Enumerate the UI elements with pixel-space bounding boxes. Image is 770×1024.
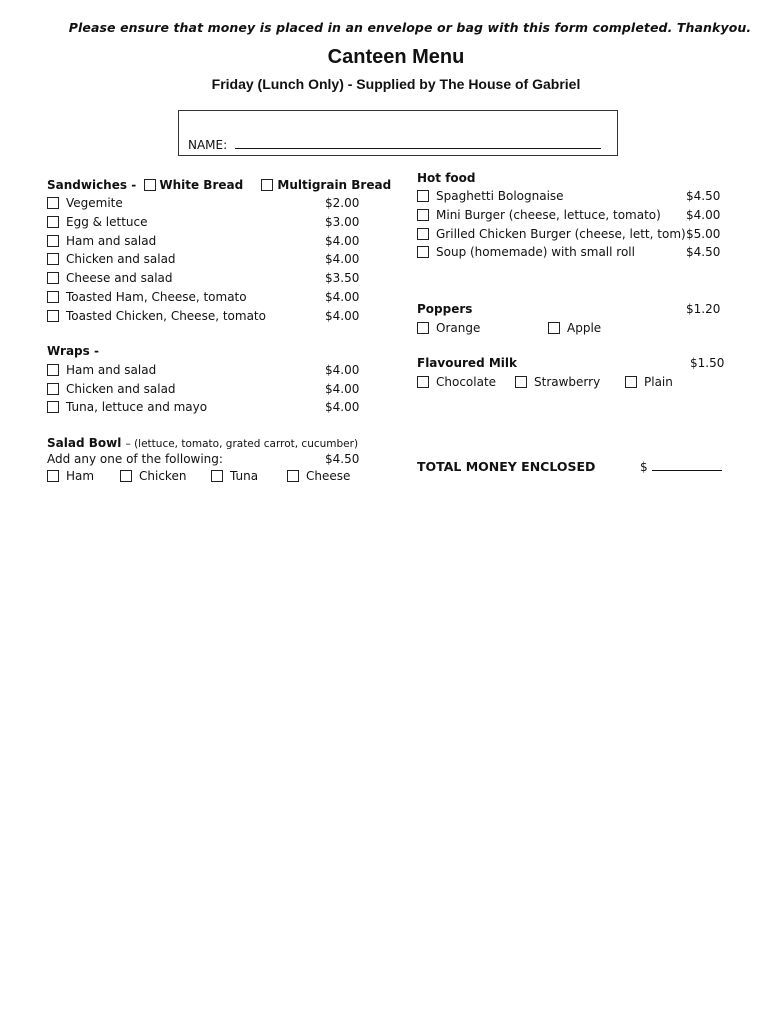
hot-food-price: $4.00 [686,208,721,222]
poppers-option-label: Orange [436,321,481,335]
name-field[interactable] [235,136,601,149]
wrap-label: Chicken and salad [66,382,176,396]
salad-option [120,468,186,484]
total-currency: $ [640,460,648,474]
multigrain-bread-label: Multigrain Bread [277,178,392,192]
sandwich-price: $4.00 [325,234,360,248]
wrap-price: $4.00 [325,382,360,396]
wrap-checkbox[interactable] [47,401,59,413]
sandwich-label: Egg & lettuce [66,215,148,229]
multigrain-bread-checkbox[interactable] [261,179,273,191]
salad-heading-row [47,436,358,450]
milk-option-checkbox[interactable] [417,376,429,388]
total-field-row [640,459,722,474]
salad-option-checkbox[interactable] [47,470,59,482]
wrap-item [47,362,156,378]
milk-option-checkbox[interactable] [625,376,637,388]
salad-option-checkbox[interactable] [120,470,132,482]
wrap-label: Ham and salad [66,363,157,377]
salad-option-checkbox[interactable] [287,470,299,482]
sandwich-label: Chicken and salad [66,252,176,266]
sandwich-label: Cheese and salad [66,271,173,285]
salad-option [211,468,258,484]
milk-option-label: Strawberry [534,375,601,389]
sandwich-price: $2.00 [325,196,360,210]
milk-option [417,374,496,390]
page-title: Canteen Menu [327,46,465,68]
wrap-label: Tuna, lettuce and mayo [66,400,208,414]
milk-price: $1.50 [690,356,725,370]
hot-food-item [417,226,686,242]
total-label: TOTAL MONEY ENCLOSED [417,459,596,474]
sandwich-item [47,289,247,305]
wrap-price: $4.00 [325,400,360,414]
sandwich-item [47,214,148,230]
hot-food-checkbox[interactable] [417,246,429,258]
page-subtitle: Friday (Lunch Only) - Supplied by The House of Gabriel [211,76,581,92]
sandwich-checkbox[interactable] [47,272,59,284]
sandwich-label: Ham and salad [66,234,157,248]
salad-option-label: Cheese [306,469,351,483]
milk-option [515,374,600,390]
hot-food-item [417,207,661,223]
sandwich-checkbox[interactable] [47,253,59,265]
poppers-option-checkbox[interactable] [417,322,429,334]
salad-option [47,468,94,484]
sandwich-price: $3.50 [325,271,360,285]
name-label: NAME: [188,138,228,152]
salad-option-label: Chicken [139,469,187,483]
milk-option-checkbox[interactable] [515,376,527,388]
milk-heading: Flavoured Milk [417,356,517,370]
salad-option-label: Tuna [230,469,259,483]
hot-food-checkbox[interactable] [417,190,429,202]
hot-food-price: $5.00 [686,227,721,241]
wrap-item [47,399,207,415]
salad-heading: Salad Bowl [47,436,122,450]
sandwich-label: Toasted Ham, Cheese, tomato [66,290,247,304]
white-bread-label: White Bread [159,178,244,192]
white-bread-checkbox[interactable] [144,179,156,191]
sandwich-price: $4.00 [325,252,360,266]
poppers-option-label: Apple [567,321,602,335]
poppers-option-checkbox[interactable] [548,322,560,334]
sandwich-checkbox[interactable] [47,235,59,247]
hot-food-item [417,188,564,204]
sandwich-price: $4.00 [325,290,360,304]
wrap-checkbox[interactable] [47,364,59,376]
salad-option-checkbox[interactable] [211,470,223,482]
milk-option-label: Plain [644,375,673,389]
sandwiches-heading-row [47,178,391,192]
hot-food-label: Spaghetti Bolognaise [436,189,564,203]
sandwich-item [47,270,173,286]
milk-option-label: Chocolate [436,375,497,389]
salad-description: – (lettuce, tomato, grated carrot, cucumber) [125,438,359,450]
hot-food-checkbox[interactable] [417,209,429,221]
milk-option [625,374,673,390]
hot-food-label: Soup (homemade) with small roll [436,245,635,259]
sandwich-checkbox[interactable] [47,216,59,228]
hot-food-price: $4.50 [686,189,721,203]
sandwich-item [47,195,123,211]
name-box [178,110,618,156]
wraps-heading: Wraps - [47,344,99,358]
wrap-item [47,381,176,397]
envelope-notice: Please ensure that money is placed in an envelope or bag with this form completed. Thankyou. [68,20,752,35]
wrap-checkbox[interactable] [47,383,59,395]
salad-price: $4.50 [325,452,360,466]
poppers-heading: Poppers [417,302,473,316]
hot-food-heading: Hot food [417,171,476,185]
wrap-price: $4.00 [325,363,360,377]
sandwich-item [47,308,266,324]
hot-food-item [417,244,635,260]
salad-add-text: Add any one of the following: [47,452,223,466]
hot-food-price: $4.50 [686,245,721,259]
sandwiches-heading: Sandwiches - [47,178,137,192]
salad-option-label: Ham [66,469,95,483]
sandwich-checkbox[interactable] [47,197,59,209]
sandwich-price: $3.00 [325,215,360,229]
salad-option [287,468,350,484]
sandwich-checkbox[interactable] [47,310,59,322]
sandwich-price: $4.00 [325,309,360,323]
total-amount-field[interactable] [652,459,722,471]
sandwich-item [47,251,176,267]
hot-food-label: Grilled Chicken Burger (cheese, lett, tom) [436,227,686,241]
poppers-price: $1.20 [686,302,721,316]
sandwich-label: Toasted Chicken, Cheese, tomato [66,309,266,323]
sandwich-item [47,233,156,249]
hot-food-checkbox[interactable] [417,228,429,240]
hot-food-label: Mini Burger (cheese, lettuce, tomato) [436,208,661,222]
poppers-option [417,320,480,336]
sandwich-checkbox[interactable] [47,291,59,303]
poppers-option [548,320,601,336]
sandwich-label: Vegemite [66,196,123,210]
